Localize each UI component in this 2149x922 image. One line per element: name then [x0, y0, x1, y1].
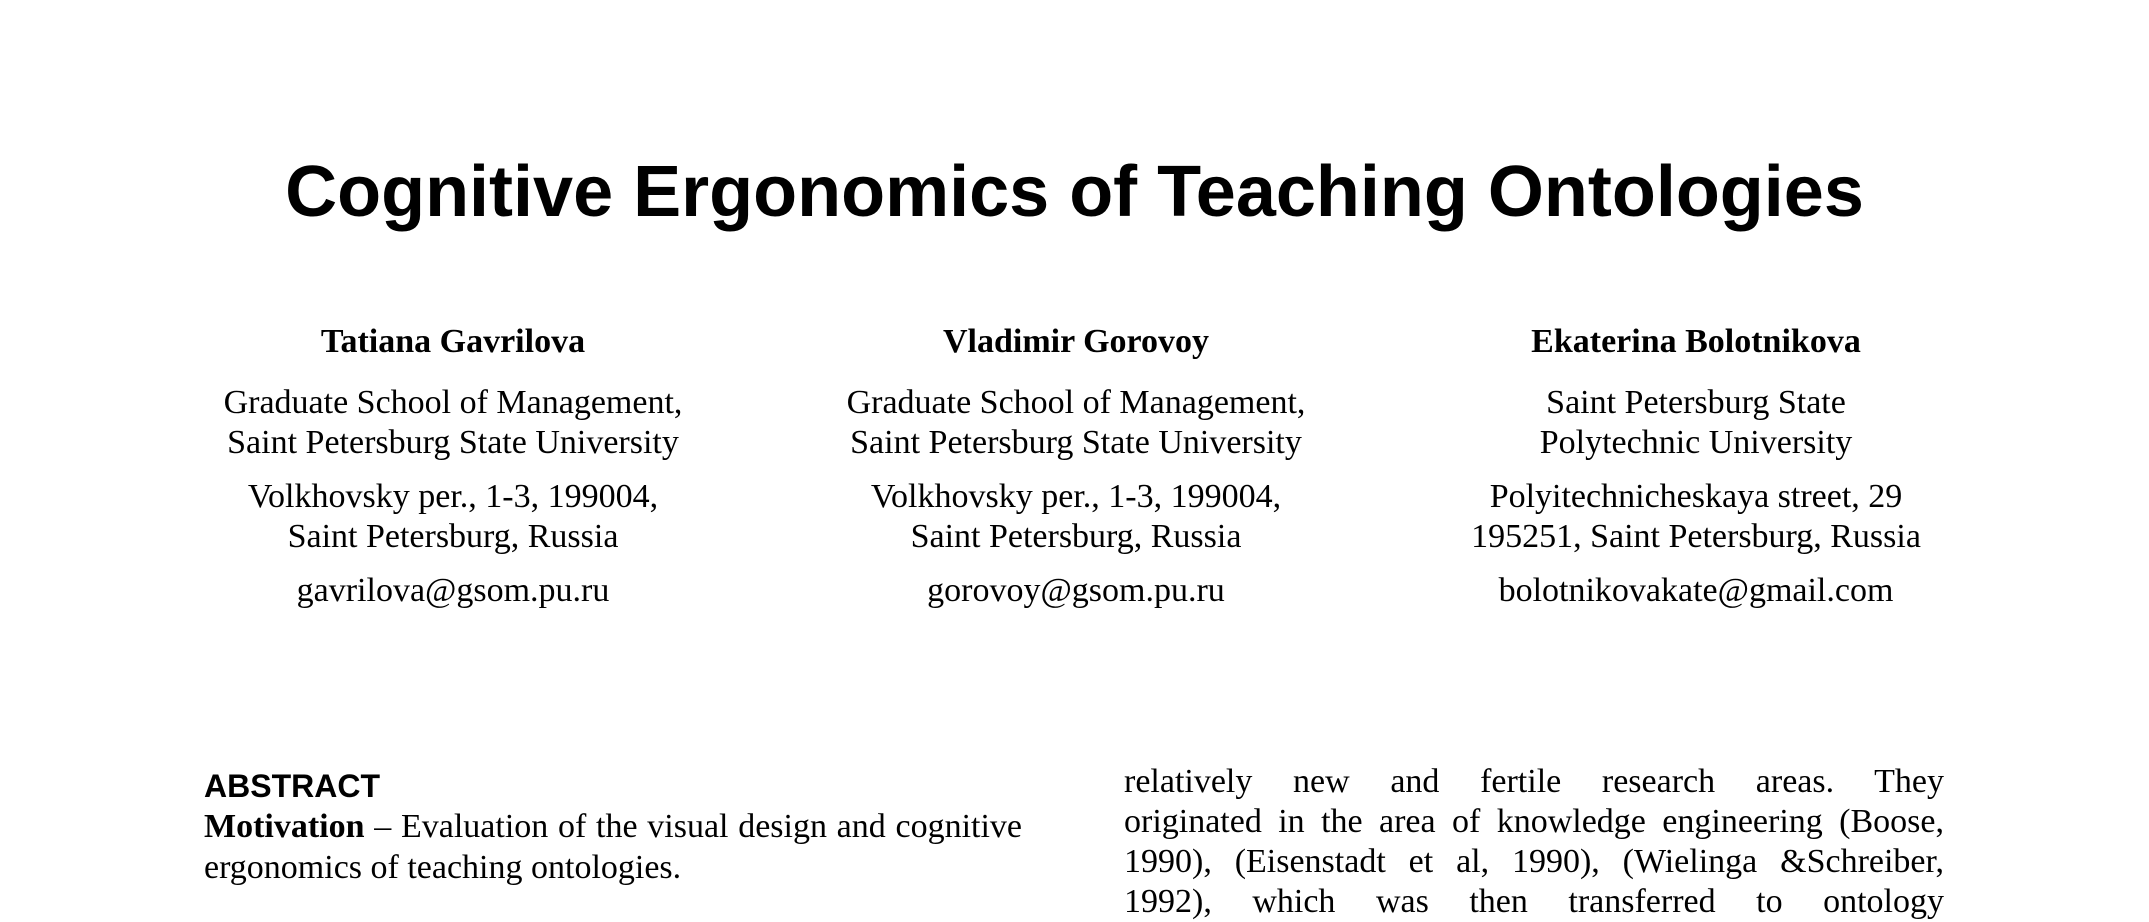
affiliation-line: Graduate School of Management,: [223, 384, 683, 421]
author-affiliation: [766, 383, 1386, 463]
author-name: Vladimir Gorovoy: [942, 323, 1210, 360]
motivation-text: – Evaluation of the visual design and cognitive ergonomics of teaching ontologies.: [204, 808, 1022, 886]
affiliation-line: Polytechnic University: [1539, 424, 1853, 461]
right-column: [1124, 762, 1944, 922]
author-affiliation: [143, 383, 763, 463]
author-address: [1386, 477, 2006, 557]
motivation-label: Motivation: [204, 808, 365, 845]
affiliation-line: Saint Petersburg State University: [850, 424, 1302, 461]
abstract-heading: ABSTRACT: [204, 768, 380, 804]
address-line: Volkhovsky per., 1-3, 199004,: [870, 478, 1282, 515]
author-block-2: [766, 322, 1386, 625]
motivation-paragraph: [204, 806, 1022, 888]
author-affiliation: [1386, 383, 2006, 463]
address-line: Volkhovsky per., 1-3, 199004,: [247, 478, 659, 515]
paper-title: Cognitive Ergonomics of Teaching Ontologies: [285, 152, 1864, 232]
author-email: gorovoy@gsom.pu.ru: [927, 572, 1225, 609]
address-line: Saint Petersburg, Russia: [287, 518, 619, 555]
body-text-line: relatively new and fertile research areas. They: [1124, 763, 1944, 800]
affiliation-line: Saint Petersburg State University: [227, 424, 679, 461]
address-line: Polyitechnicheskaya street, 29: [1489, 478, 1903, 515]
author-block-1: [143, 322, 763, 625]
affiliation-line: Saint Petersburg State: [1546, 384, 1846, 421]
author-name: Tatiana Gavrilova: [320, 323, 586, 360]
affiliation-line: Graduate School of Management,: [846, 384, 1306, 421]
body-text-line: 1992), which was then transferred to ontology: [1124, 883, 1944, 920]
author-name: Ekaterina Bolotnikova: [1531, 323, 1861, 360]
left-column: [204, 766, 1022, 888]
author-email: bolotnikovakate@gmail.com: [1498, 572, 1894, 609]
body-text-line: 1990), (Eisenstadt et al, 1990), (Wielinga &Schreiber,: [1124, 843, 1944, 880]
body-text-line: originated in the area of knowledge engineering (Boose,: [1124, 803, 1944, 840]
address-line: 195251, Saint Petersburg, Russia: [1471, 518, 1921, 555]
author-address: [143, 477, 763, 557]
address-line: Saint Petersburg, Russia: [910, 518, 1242, 555]
author-email: gavrilova@gsom.pu.ru: [296, 572, 610, 609]
author-address: [766, 477, 1386, 557]
author-block-3: [1386, 322, 2006, 625]
